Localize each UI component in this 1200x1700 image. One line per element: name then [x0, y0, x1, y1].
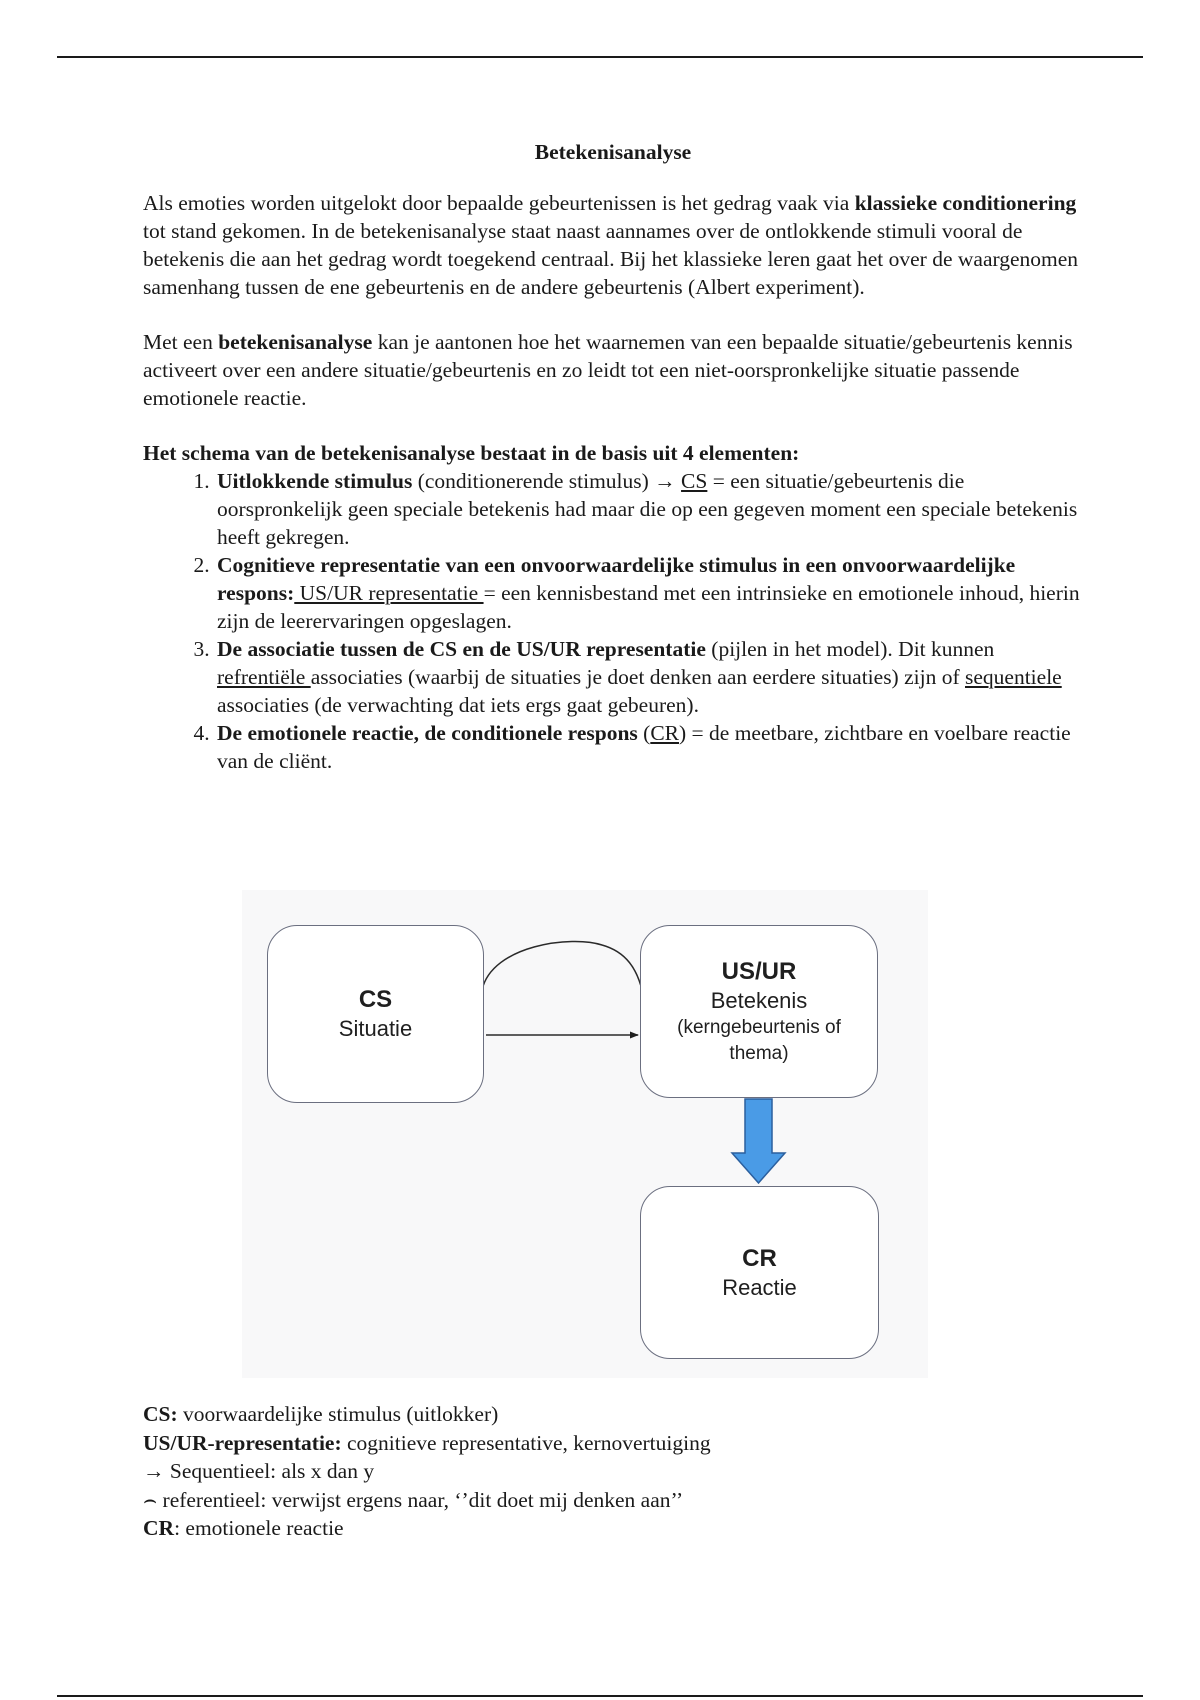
item-3-text-3: associaties (de verwachting dat iets ergs gaat gebeuren).	[217, 693, 699, 717]
legend-usur	[143, 1429, 711, 1458]
legend-sequential	[143, 1457, 711, 1486]
legend-cr-label: CR	[143, 1516, 175, 1540]
intro-paragraph	[143, 189, 1083, 301]
list-item	[215, 719, 1083, 775]
item-1-bold: Uitlokkende stimulus	[217, 469, 413, 493]
legend-cr-text: : emotionele reactie	[174, 1516, 344, 1540]
cr-code: CR	[742, 1244, 777, 1272]
betekenisanalyse-diagram	[242, 890, 928, 1378]
item-2-bold: Cognitieve representatie van een onvoorwaardelijke stimulus in een onvoorwaardelijke respons	[217, 553, 1016, 605]
cs-label: Situatie	[338, 1016, 413, 1041]
page-title: Betekenisanalyse	[534, 140, 692, 164]
list-item	[215, 635, 1083, 719]
legend-usur-label: US/UR-representatie:	[143, 1430, 342, 1455]
usur-sublabel: (kerngebeurtenis of thema)	[677, 1016, 841, 1064]
legend-referential	[143, 1486, 711, 1515]
intro-bold-term: klassieke conditionering	[854, 191, 1077, 215]
item-1-text-1: (conditionerende stimulus) →	[412, 469, 682, 493]
second-bold-term: betekenisanalyse	[218, 330, 373, 354]
down-arrow	[732, 1099, 785, 1183]
item-4-text-2: ) = de meetbare, zichtbare en voelbare reactie van de cliënt.	[217, 721, 1071, 773]
intro-text-2: tot stand gekomen. In de betekenisanalyse staat naast aannames over de ontlokkende stimuli vooral de betekenis die aan het gedrag wordt toegekend centraal. Bij het klassieke leren gaat het over de waargenomen samenhang tussen de ene gebeurtenis en de andere gebeurtenis (Albert experiment).	[143, 219, 1079, 299]
elements-list	[143, 467, 1083, 775]
legend-usur-text: cognitieve representative, kernovertuiging	[341, 1430, 711, 1455]
item-2-colon: :	[287, 581, 295, 605]
top-rule	[57, 56, 1143, 58]
usur-label: Betekenis	[710, 987, 808, 1013]
schema-heading: Het schema van de betekenisanalyse bestaat in de basis uit 4 elementen:	[143, 441, 800, 465]
legend-referential-text: referentieel: verwijst ergens naar, ‘’dit doet mij denken aan’’	[157, 1487, 684, 1512]
item-4-text-1: (	[637, 721, 651, 745]
usur-box	[640, 925, 878, 1098]
second-text-2: kan je aantonen hoe het waarnemen van een bepaalde situatie/gebeurtenis kennis activeert over een andere situatie/gebeurtenis en zo leidt tot een niet-oorspronkelijke situatie passende emotionele reactie.	[143, 330, 1073, 410]
item-1-underline: CS	[681, 469, 708, 493]
legend-cs-text: voorwaardelijke stimulus (uitlokker)	[177, 1402, 499, 1426]
item-1-text-2: = een situatie/gebeurtenis die oorspronkelijk geen speciale betekenis had maar die op een gegeven moment een speciale betekenis heeft gekregen.	[217, 469, 1078, 549]
second-text-1: Met een	[143, 330, 219, 354]
item-2-underline: US/UR representatie	[294, 581, 484, 605]
arc-icon: ⌢	[143, 1487, 158, 1512]
legend-cs	[143, 1400, 711, 1429]
legend	[143, 1400, 711, 1543]
item-3-underline-1: refrentiële	[217, 665, 311, 689]
list-item	[215, 467, 1083, 551]
item-3-text-2: associaties (waarbij de situaties je doet denken aan eerdere situaties) zijn of	[310, 665, 965, 689]
cs-code: CS	[358, 986, 393, 1013]
legend-cs-label: CS:	[143, 1402, 178, 1426]
item-3-bold: De associatie tussen de CS en de US/UR representatie	[217, 637, 706, 661]
item-3-text-1: (pijlen in het model). Dit kunnen	[705, 637, 995, 661]
legend-cr	[143, 1514, 711, 1543]
bottom-rule	[57, 1695, 1143, 1697]
intro-text-1: Als emoties worden uitgelokt door bepaalde gebeurtenissen is het gedrag vaak via	[143, 191, 855, 215]
cr-label: Reactie	[722, 1274, 797, 1300]
document-body	[143, 138, 1083, 775]
item-4-bold: De emotionele reactie, de conditionele respons	[217, 721, 638, 745]
list-item	[215, 551, 1083, 635]
second-paragraph	[143, 328, 1083, 412]
arrow-right-icon: →	[143, 1459, 165, 1483]
cr-box	[640, 1186, 879, 1359]
item-3-underline-2: sequentiele	[965, 665, 1062, 689]
usur-code: US/UR	[721, 957, 797, 985]
item-4-underline: CR	[650, 721, 679, 745]
item-2-text: = een kennisbestand met een intrinsieke en emotionele inhoud, hierin zijn de leerervaringen opgeslagen.	[217, 581, 1080, 633]
legend-sequential-text: Sequentieel: als x dan y	[164, 1459, 375, 1483]
cs-box	[267, 925, 484, 1103]
referential-arc	[482, 941, 642, 990]
